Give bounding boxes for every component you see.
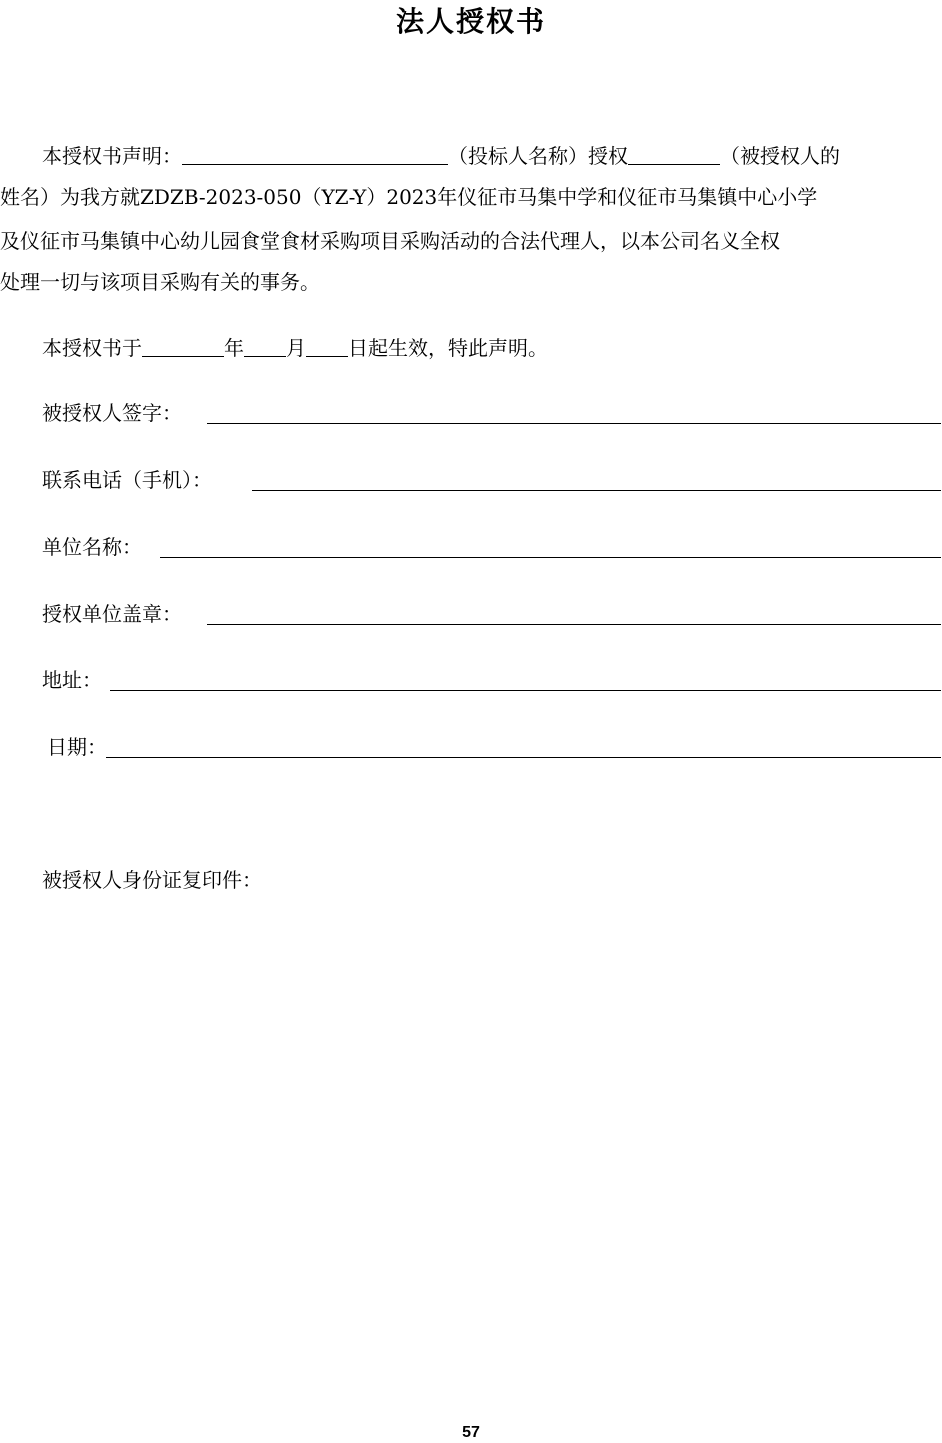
date-line[interactable] (106, 757, 941, 758)
year-blank[interactable] (142, 334, 224, 357)
day-blank[interactable] (306, 334, 348, 357)
phone-line[interactable] (252, 490, 941, 491)
company-name-line[interactable] (160, 557, 941, 558)
effective-part-1: 本授权书于 (42, 336, 142, 360)
month-blank[interactable] (244, 334, 286, 357)
date-label: 日期： (47, 737, 107, 759)
company-name-label: 单位名称： (42, 535, 142, 559)
effective-date-line (42, 331, 548, 365)
statement-line-2: 姓名）为我方就ZDZB-2023-050（YZ-Y）2023年仪征市马集中学和仪征市马集镇中心小学 (0, 185, 818, 209)
signature-label: 被授权人签字： (42, 401, 182, 425)
effective-part-2: 日起生效，特此声明。 (348, 336, 548, 360)
phone-label: 联系电话（手机）： (42, 468, 212, 492)
statement-part-2: （投标人名称）授权 (448, 144, 628, 168)
statement-line-3: 及仪征市马集镇中心幼儿园食堂食材采购项目采购活动的合法代理人，以本公司名义全权 (0, 229, 780, 253)
statement-part-1: 本授权书声明： (42, 144, 182, 168)
authorized-person-blank[interactable] (628, 142, 720, 165)
address-line[interactable] (110, 690, 941, 691)
id-copy-label: 被授权人身份证复印件： (42, 868, 262, 892)
address-label: 地址： (42, 668, 102, 692)
bidder-name-blank[interactable] (182, 142, 448, 165)
statement-line-1 (42, 139, 840, 173)
page-number: 57 (462, 1424, 480, 1441)
month-label: 月 (286, 336, 306, 360)
document-title: 法人授权书 (395, 5, 546, 38)
statement-part-3: （被授权人的 (720, 144, 840, 168)
year-label: 年 (224, 336, 244, 360)
seal-label: 授权单位盖章： (42, 602, 182, 626)
statement-line-4: 处理一切与该项目采购有关的事务。 (0, 270, 320, 294)
signature-line[interactable] (207, 423, 941, 424)
seal-line[interactable] (207, 624, 941, 625)
